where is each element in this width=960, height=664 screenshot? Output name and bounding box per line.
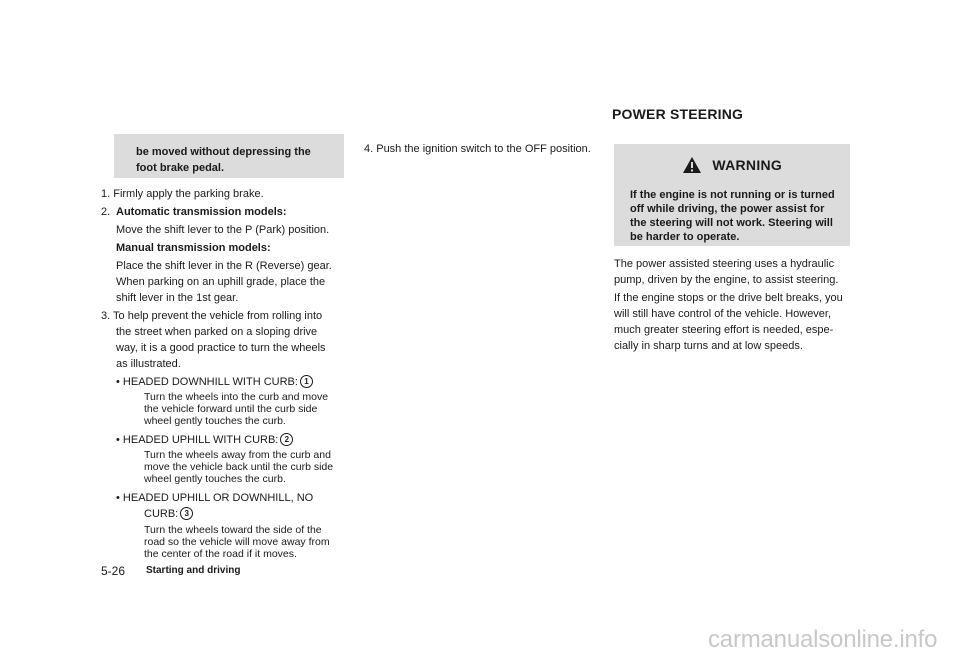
bullet-3-text-3: the center of the road if it moves. [144, 548, 297, 560]
auto-heading: Automatic transmission models: [116, 206, 287, 218]
callout-1-icon: 1 [300, 375, 313, 388]
note-box [114, 134, 344, 178]
bullet-3-title-2 [144, 506, 193, 522]
manual-text-3: shift lever in the 1st gear. [116, 292, 239, 304]
bullet-dot-icon: • [116, 376, 123, 388]
bullet-dot-icon: • [116, 492, 123, 504]
step-3-line-4: as illustrated. [116, 358, 181, 370]
bullet-downhill-curb [116, 374, 313, 390]
warning-line-2: off while driving, the power assist for [630, 203, 825, 215]
bullet-3-text-2: road so the vehicle will move away from [144, 536, 330, 548]
bullet-title: HEADED UPHILL WITH CURB: [122, 434, 279, 446]
bullet-1-text-3: wheel gently touches the curb. [144, 415, 286, 427]
step-3-line-2: the street when parked on a sloping drive [116, 326, 318, 338]
section-footer-label: Starting and driving [146, 565, 241, 576]
bullet-title: HEADED UPHILL OR DOWNHILL, NO [122, 492, 314, 504]
warning-line-1: If the engine is not running or is turned [630, 189, 835, 201]
warning-header [614, 156, 850, 174]
manual-heading: Manual transmission models: [116, 242, 271, 254]
bullet-2-text-1: Turn the wheels away from the curb and [144, 449, 331, 461]
step-3-line-3: way, it is a good practice to turn the wheels [116, 342, 326, 354]
page-number: 5-26 [101, 564, 126, 578]
warning-triangle-icon [682, 156, 706, 173]
para-2-line-4: cially in sharp turns and at low speeds. [614, 340, 803, 352]
auto-text: Move the shift lever to the P (Park) position. [116, 224, 330, 236]
step-4: 4. Push the ignition switch to the OFF position. [364, 143, 591, 155]
manual-text-1: Place the shift lever in the R (Reverse) gear. [116, 260, 332, 272]
bullet-3-text-1: Turn the wheels toward the side of the [144, 524, 322, 536]
para-2-line-1: If the engine stops or the drive belt breaks, you [614, 292, 843, 304]
warning-title: WARNING [712, 157, 783, 173]
para-2-line-2: will still have control of the vehicle. However, [614, 308, 832, 320]
callout-3-icon: 3 [180, 507, 193, 520]
warning-box [614, 144, 850, 246]
bullet-title: HEADED DOWNHILL WITH CURB: [122, 376, 298, 388]
step-3-line-1: 3. To help prevent the vehicle from rolling into [101, 310, 323, 322]
bullet-uphill-curb [116, 432, 293, 448]
bullet-1-text-2: the vehicle forward until the curb side [144, 403, 318, 415]
bullet-2-text-2: move the vehicle back until the curb side [144, 461, 334, 473]
watermark: carmanualsonline.info [708, 626, 938, 653]
callout-2-icon: 2 [280, 433, 293, 446]
para-2-line-3: much greater steering effort is needed, espe- [614, 324, 834, 336]
bullet-2-text-3: wheel gently touches the curb. [144, 473, 286, 485]
warning-line-3: the steering will not work. Steering will [630, 217, 833, 229]
step-2-number: 2. [101, 206, 111, 218]
section-title: POWER STEERING [612, 106, 744, 122]
para-1-line-2: pump, driven by the engine, to assist steering. [614, 274, 839, 286]
para-1-line-1: The power assisted steering uses a hydraulic [614, 258, 835, 270]
note-line-2: foot brake pedal. [136, 162, 225, 174]
warning-line-4: be harder to operate. [630, 231, 740, 243]
step-1: 1. Firmly apply the parking brake. [101, 188, 264, 200]
bullet-1-text-1: Turn the wheels into the curb and move [144, 391, 329, 403]
warning-body [630, 188, 842, 244]
bullet-no-curb [116, 490, 313, 506]
bullet-dot-icon: • [116, 434, 123, 446]
note-line-1: be moved without depressing the [136, 146, 311, 158]
manual-text-2: When parking on an uphill grade, place the [116, 276, 326, 288]
bullet-title-cont: CURB: [144, 508, 179, 520]
